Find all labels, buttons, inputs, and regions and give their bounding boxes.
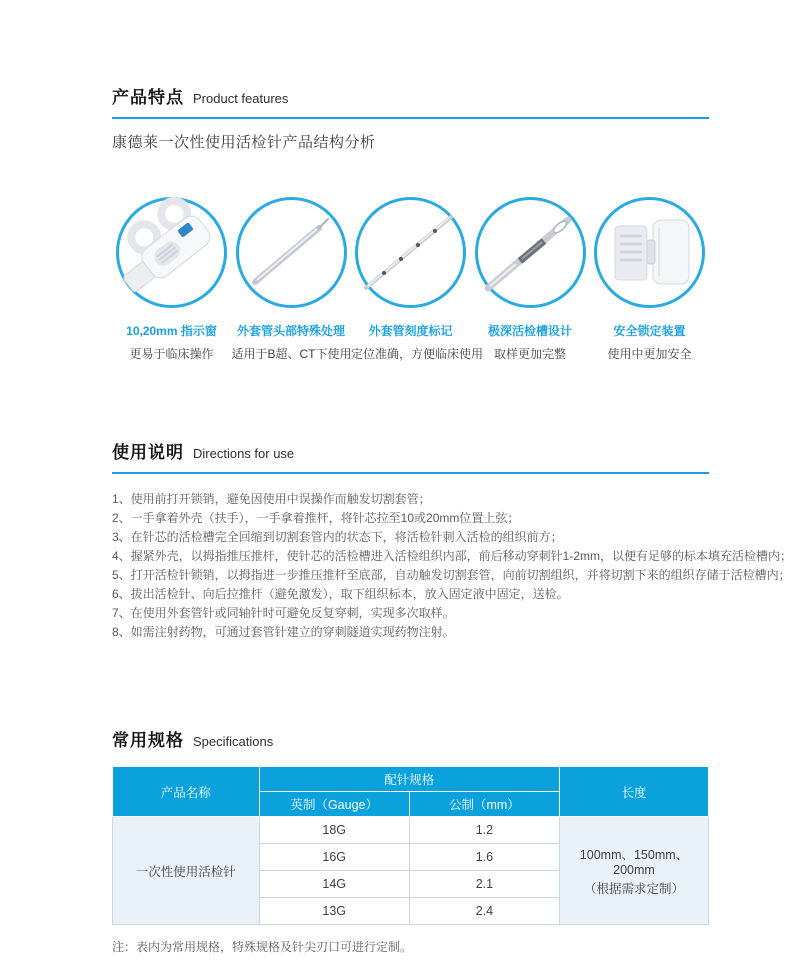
feature-item-indicator-window <box>112 196 231 362</box>
feature-title: 10,20mm 指示窗 <box>126 324 217 338</box>
direction-step: 6、拔出活检针、向后拉推杆（避免激发），取下组织标本，放入固定液中固定，送检。 <box>112 587 569 601</box>
col-header-product-name: 产品名称 <box>113 767 260 817</box>
direction-step: 1、使用前打开锁销，避免因使用中误操作而触发切割套管； <box>112 492 431 506</box>
feature-list <box>112 196 709 362</box>
needle-notch-icon <box>474 196 587 309</box>
page-content <box>112 0 793 955</box>
cell-product-name: 一次性使用活检针 <box>113 817 260 925</box>
needle-tip-icon <box>235 196 348 309</box>
direction-step: 5、打开活检针锁销，以拇指进一步推压推杆至底部，自动触发切割套管，向前切割组织，并将切割下来的组织存储于活检槽内； <box>112 568 791 582</box>
directions-step-list <box>112 490 793 642</box>
specifications-section <box>112 726 709 955</box>
cell-gauge: 18G <box>259 817 409 844</box>
feature-item-safety-lock <box>590 196 709 362</box>
feature-desc: 定位准确，方便临床使用 <box>351 347 484 361</box>
length-note: （根据需求定制） <box>583 881 684 896</box>
cell-metric: 1.6 <box>409 844 559 871</box>
directions-heading-en: Directions for use <box>193 446 295 461</box>
specifications-heading-zh: 常用规格 <box>112 731 184 750</box>
feature-desc: 适用于B超、CT下使用 <box>231 347 352 361</box>
direction-step: 4、握紧外壳，以拇指推压推杆，使针芯的活检槽进入活检组织内部，前后移动穿刺针1-2mm，以便有足够的标本填充活检槽内； <box>112 549 793 563</box>
feature-item-deep-notch <box>471 196 590 362</box>
col-header-metric: 公制（mm） <box>409 792 559 817</box>
feature-title: 外套管头部特殊处理 <box>236 324 345 338</box>
table-header-row <box>113 767 709 792</box>
needle-scale-icon <box>354 196 467 309</box>
col-header-gauge: 英制（Gauge） <box>259 792 409 817</box>
feature-desc: 使用中更加安全 <box>607 347 692 361</box>
feature-desc: 取样更加完整 <box>493 347 566 361</box>
features-subtitle: 康德莱一次性使用活检针产品结构分析 <box>112 134 376 151</box>
col-header-length: 长度 <box>559 767 708 817</box>
cell-gauge: 16G <box>259 844 409 871</box>
directions-section-header <box>112 438 709 474</box>
feature-title: 安全锁定装置 <box>613 324 686 338</box>
feature-item-cannula-tip <box>232 196 351 362</box>
features-section-header <box>112 83 709 119</box>
directions-section <box>112 438 793 642</box>
length-values: 100mm、150mm、200mm <box>579 847 689 877</box>
cell-length <box>559 817 708 925</box>
cell-metric: 1.2 <box>409 817 559 844</box>
specifications-section-header <box>112 726 709 751</box>
features-heading-zh: 产品特点 <box>112 88 184 107</box>
cell-gauge: 13G <box>259 898 409 925</box>
direction-step: 7、在使用外套管针或同轴针时可避免反复穿刺，实现多次取样。 <box>112 606 455 620</box>
specifications-table <box>112 766 709 925</box>
specifications-footnote: 注：表内为常用规格，特殊规格及针尖刃口可进行定制。 <box>112 940 413 954</box>
cell-gauge: 14G <box>259 871 409 898</box>
feature-item-scale-marks <box>351 196 484 362</box>
cell-metric: 2.4 <box>409 898 559 925</box>
direction-step: 3、在针芯的活检槽完全回缩到切割套管内的状态下，将活检针刺入活检的组织前方； <box>112 530 563 544</box>
feature-title: 外套管刻度标记 <box>368 324 453 338</box>
features-section <box>112 83 709 362</box>
table-row <box>113 817 709 844</box>
directions-heading-zh: 使用说明 <box>112 443 184 462</box>
feature-desc: 更易于临床操作 <box>129 347 214 361</box>
col-header-needle-spec: 配针规格 <box>259 767 559 792</box>
feature-title: 极深活检槽设计 <box>487 324 572 338</box>
features-heading-en: Product features <box>193 91 289 106</box>
specifications-heading-en: Specifications <box>193 734 274 749</box>
direction-step: 8、如需注射药物，可通过套管针建立的穿刺隧道实现药物注射。 <box>112 625 455 639</box>
cell-metric: 2.1 <box>409 871 559 898</box>
biopsy-gun-icon <box>115 196 228 309</box>
safety-lock-icon <box>593 196 706 309</box>
direction-step: 2、一手拿着外壳（扶手），一手拿着推杆，将针芯拉至10或20mm位置上弦； <box>112 511 520 525</box>
